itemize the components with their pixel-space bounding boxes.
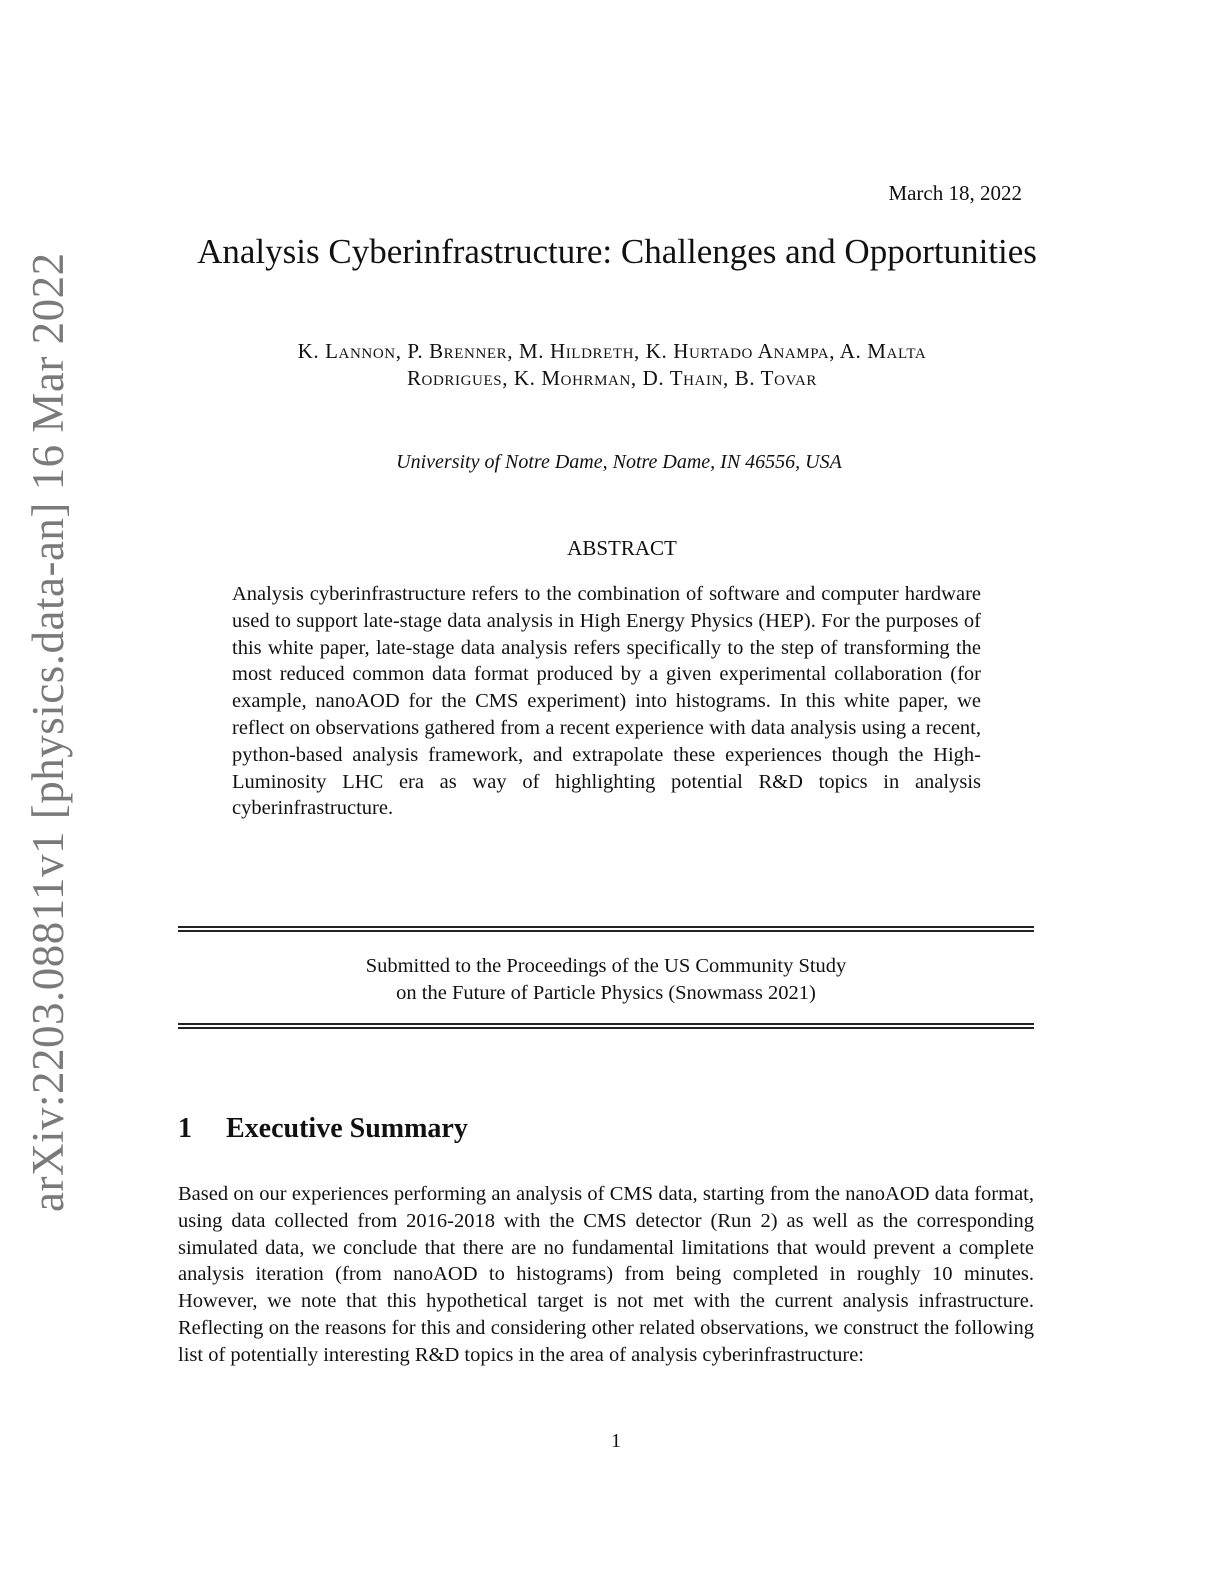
submission-note-line-1: Submitted to the Proceedings of the US Community Study: [365, 955, 847, 977]
arxiv-identifier-stamp: arXiv:2203.08811v1 [physics.data-an] 16 Mar 2022: [23, 252, 73, 1212]
author-line-2: Rodrigues, K. Mohrman, D. Thain, B. Tovar: [406, 366, 818, 390]
paper-date: March 18, 2022: [888, 181, 1022, 205]
section-number: 1: [178, 1113, 192, 1144]
top-double-rule: [178, 926, 1034, 932]
section-paragraph: Based on our experiences performing an analysis of CMS data, starting from the nanoAOD data format, using data collected from 2016-2018 with the CMS detector (Run 2) as well as the corresponding simulated data, we conclude that there are no fundamental limitations that would prevent a complete analysis iteration (from nanoAOD to histograms) from being completed in roughly 10 minutes. However, we note that this hypothetical target is not met with the current analysis infrastructure. Reflecting on the reasons for this and considering other related observations, we construct the following list of potentially interesting R&D topics in the area of analysis cyberinfrastructure:: [178, 1183, 1034, 1366]
section-heading: [178, 1113, 468, 1145]
submission-note-line-2: on the Future of Particle Physics (Snowmass 2021): [396, 982, 816, 1004]
affiliation: University of Notre Dame, Notre Dame, IN 46556, USA: [396, 451, 842, 473]
bottom-double-rule: [178, 1023, 1034, 1029]
section-title: Executive Summary: [226, 1113, 468, 1144]
abstract-heading: ABSTRACT: [567, 536, 677, 560]
page-number: 1: [611, 1430, 621, 1452]
submission-note: [178, 953, 1034, 1007]
abstract-text: Analysis cyberinfrastructure refers to the combination of software and computer hardware used to support late-stage data analysis in High Energy Physics (HEP). For the purposes of this white paper, late-stage data analysis refers specifically to the step of transforming the most reduced common data format produced by a given experimental collaboration (for example, nanoAOD for the CMS experiment) into histograms. In this white paper, we reflect on observations gathered from a recent experience with data analysis using a recent, python-based analysis framework, and extrapolate these experiences though the High-Luminosity LHC era as way of highlighting potential R&D topics in analysis cyberinfrastructure.: [232, 583, 981, 820]
author-line-1: K. Lannon, P. Brenner, M. Hildreth, K. Hurtado Anampa, A. Malta: [297, 339, 927, 363]
author-list: [200, 338, 1024, 392]
paper-title: Analysis Cyberinfrastructure: Challenges and Opportunities: [197, 232, 1037, 271]
